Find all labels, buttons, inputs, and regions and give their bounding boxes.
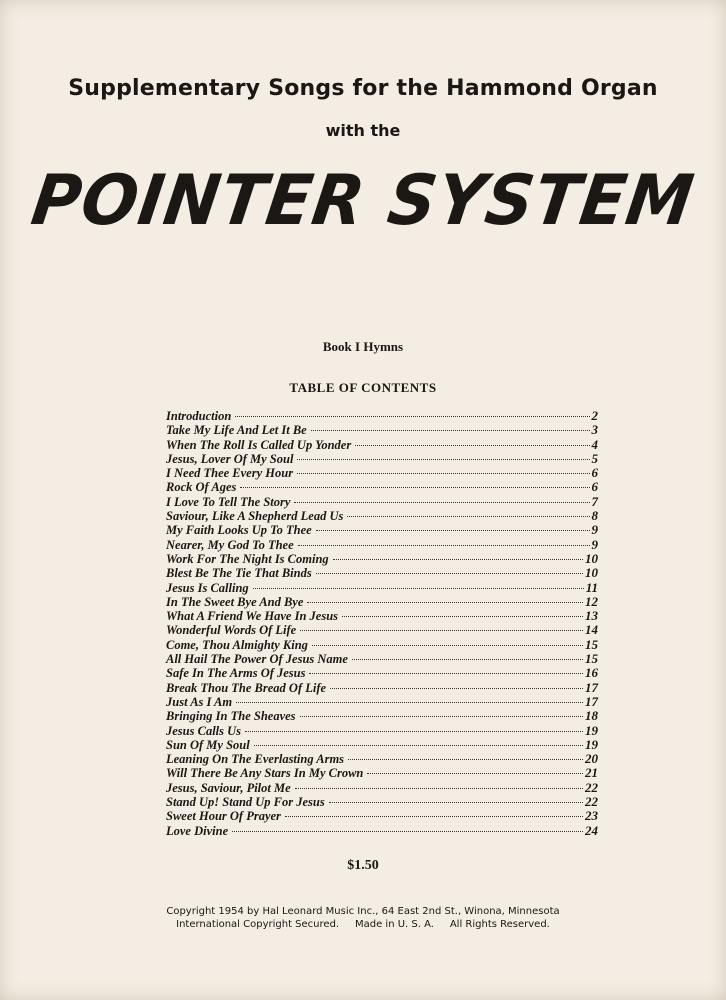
toc-entry-page: 24 (585, 822, 598, 838)
toc-entry-title: Bringing In The Sheaves (166, 709, 296, 724)
toc-entry-title: Sweet Hour Of Prayer (166, 809, 281, 824)
toc-entry-title: Love Divine (166, 823, 229, 838)
toc-entry-page: 9 (591, 536, 598, 552)
toc-entry-page: 19 (585, 722, 598, 738)
toc-entry-title: Will There Be Any Stars In My Crown (166, 766, 364, 781)
toc-entry-page: 22 (585, 779, 598, 795)
copyright-line-1: Copyright 1954 by Hal Leonard Music Inc., 64 East 2nd St., Winona, Minnesota (166, 906, 560, 917)
toc-entry-page: 10 (585, 550, 598, 566)
toc-entry-title: Come, Thou Almighty King (166, 637, 308, 652)
dot-leader (235, 416, 589, 417)
toc-entry (166, 809, 598, 823)
toc-entry-page: 15 (585, 651, 598, 667)
toc-entry-page: 14 (585, 622, 598, 638)
toc-entry-title: Stand Up! Stand Up For Jesus (166, 795, 325, 810)
toc-entry-page: 22 (585, 794, 598, 810)
toc-entry-title: Jesus Calls Us (166, 723, 242, 738)
toc-entry-title: Safe In The Arms Of Jesus (166, 666, 306, 681)
toc-entry-title: When The Roll Is Called Up Yonder (166, 437, 352, 452)
dot-leader (342, 616, 583, 617)
toc-entry (166, 552, 598, 566)
toc-entry (166, 752, 598, 766)
dot-leader (300, 630, 583, 631)
toc-entry (166, 709, 598, 723)
toc-entry-title: Jesus Is Calling (166, 580, 249, 595)
toc-entry-page: 2 (591, 408, 598, 423)
toc-entry-page: 7 (591, 493, 598, 509)
toc-entry (166, 681, 598, 695)
toc-entry (166, 795, 598, 809)
toc-entry-page: 11 (585, 579, 598, 595)
toc-entry-title: Take My Life And Let It Be (166, 423, 307, 438)
toc-entry (166, 738, 598, 752)
toc-entry-page: 5 (591, 450, 598, 466)
with-the-label: with the (325, 121, 401, 140)
supplementary-title: Supplementary Songs for the Hammond Organ (68, 76, 658, 101)
book-label: Book I Hymns (322, 339, 404, 354)
dot-leader (311, 430, 590, 431)
toc-entry (166, 595, 598, 609)
toc-entry-page: 16 (585, 665, 598, 681)
toc-entry-title: Jesus, Lover Of My Soul (166, 451, 294, 466)
dot-leader (347, 516, 589, 517)
price: $1.50 (347, 858, 379, 873)
toc-entry (166, 409, 598, 423)
toc-entry-title: Wonderful Words Of Life (166, 623, 297, 638)
dot-leader (333, 559, 583, 560)
toc-entry-page: 4 (591, 436, 598, 452)
dot-leader (309, 673, 583, 674)
toc-entry-title: Saviour, Like A Shepherd Lead Us (166, 509, 344, 524)
toc-entry-page: 8 (591, 508, 598, 524)
dot-leader (300, 716, 583, 717)
toc-entry (166, 495, 598, 509)
toc-entry-title: Break Thou The Bread Of Life (166, 680, 327, 695)
dot-leader (307, 602, 583, 603)
dot-leader (254, 745, 583, 746)
dot-leader (285, 816, 583, 817)
dot-leader (295, 788, 583, 789)
toc-entry-title: I Need Thee Every Hour (166, 466, 294, 481)
toc-entry-page: 9 (591, 522, 598, 538)
toc-entry (166, 623, 598, 637)
toc-entry-title: What A Friend We Have In Jesus (166, 609, 339, 624)
dot-leader (316, 530, 590, 531)
dot-leader (294, 502, 589, 503)
toc-entry-page: 13 (585, 608, 598, 624)
dot-leader (232, 831, 583, 832)
toc-heading: TABLE OF CONTENTS (289, 380, 437, 395)
toc-entry (166, 666, 598, 680)
toc-entry (166, 695, 598, 709)
toc-entry (166, 438, 598, 452)
toc-entry (166, 423, 598, 437)
dot-leader (352, 659, 583, 660)
toc-entry-page: 20 (585, 751, 598, 767)
toc-entry-title: I Love To Tell The Story (166, 494, 291, 509)
toc-entry-page: 6 (591, 479, 598, 495)
toc-entry (166, 523, 598, 537)
table-of-contents (166, 409, 598, 838)
toc-entry-title: Just As I Am (166, 694, 233, 709)
toc-entry (166, 566, 598, 580)
toc-entry-page: 6 (591, 465, 598, 481)
copyright-notice (0, 905, 726, 931)
toc-entry (166, 509, 598, 523)
toc-entry-title: Jesus, Saviour, Pilot Me (166, 780, 291, 795)
toc-entry-page: 19 (585, 736, 598, 752)
toc-entry-page: 15 (585, 636, 598, 652)
toc-entry (166, 538, 598, 552)
toc-entry-title: Sun Of My Soul (166, 737, 250, 752)
toc-entry-page: 10 (585, 565, 598, 581)
toc-entry (166, 824, 598, 838)
toc-entry (166, 480, 598, 494)
toc-entry (166, 452, 598, 466)
toc-entry (166, 581, 598, 595)
toc-entry (166, 466, 598, 480)
toc-entry-title: Introduction (166, 409, 232, 423)
dot-leader (316, 573, 583, 574)
dot-leader (330, 688, 583, 689)
toc-entry-page: 12 (585, 593, 598, 609)
dot-leader (367, 773, 583, 774)
toc-entry-title: Nearer, My God To Thee (166, 537, 294, 552)
toc-entry-page: 18 (585, 708, 598, 724)
dot-leader (253, 588, 584, 589)
dot-leader (297, 459, 589, 460)
toc-entry-page: 17 (585, 679, 598, 695)
toc-entry-title: Rock Of Ages (166, 480, 237, 495)
toc-entry-page: 3 (591, 422, 598, 438)
toc-entry (166, 609, 598, 623)
dot-leader (329, 802, 583, 803)
dot-leader (297, 473, 589, 474)
dot-leader (355, 445, 589, 446)
pointer-system-title: POINTER SYSTEM (26, 160, 700, 241)
toc-entry-page: 23 (585, 808, 598, 824)
toc-entry-title: My Faith Looks Up To Thee (166, 523, 312, 538)
dot-leader (312, 645, 583, 646)
toc-entry-page: 21 (585, 765, 598, 781)
toc-entry-title: In The Sweet Bye And Bye (166, 594, 304, 609)
toc-entry (166, 766, 598, 780)
toc-entry-title: Leaning On The Everlasting Arms (166, 752, 345, 767)
dot-leader (245, 731, 583, 732)
toc-entry (166, 652, 598, 666)
dot-leader (240, 487, 589, 488)
toc-entry-title: All Hail The Power Of Jesus Name (166, 652, 348, 667)
toc-entry (166, 781, 598, 795)
toc-entry (166, 638, 598, 652)
toc-entry-title: Blest Be The Tie That Binds (166, 566, 312, 581)
toc-entry (166, 724, 598, 738)
toc-entry-page: 17 (585, 693, 598, 709)
dot-leader (236, 702, 583, 703)
copyright-line-2: International Copyright Secured. Made in U. S. A. All Rights Reserved. (176, 919, 550, 930)
dot-leader (298, 545, 590, 546)
dot-leader (348, 759, 583, 760)
toc-entry-title: Work For The Night Is Coming (166, 551, 329, 566)
